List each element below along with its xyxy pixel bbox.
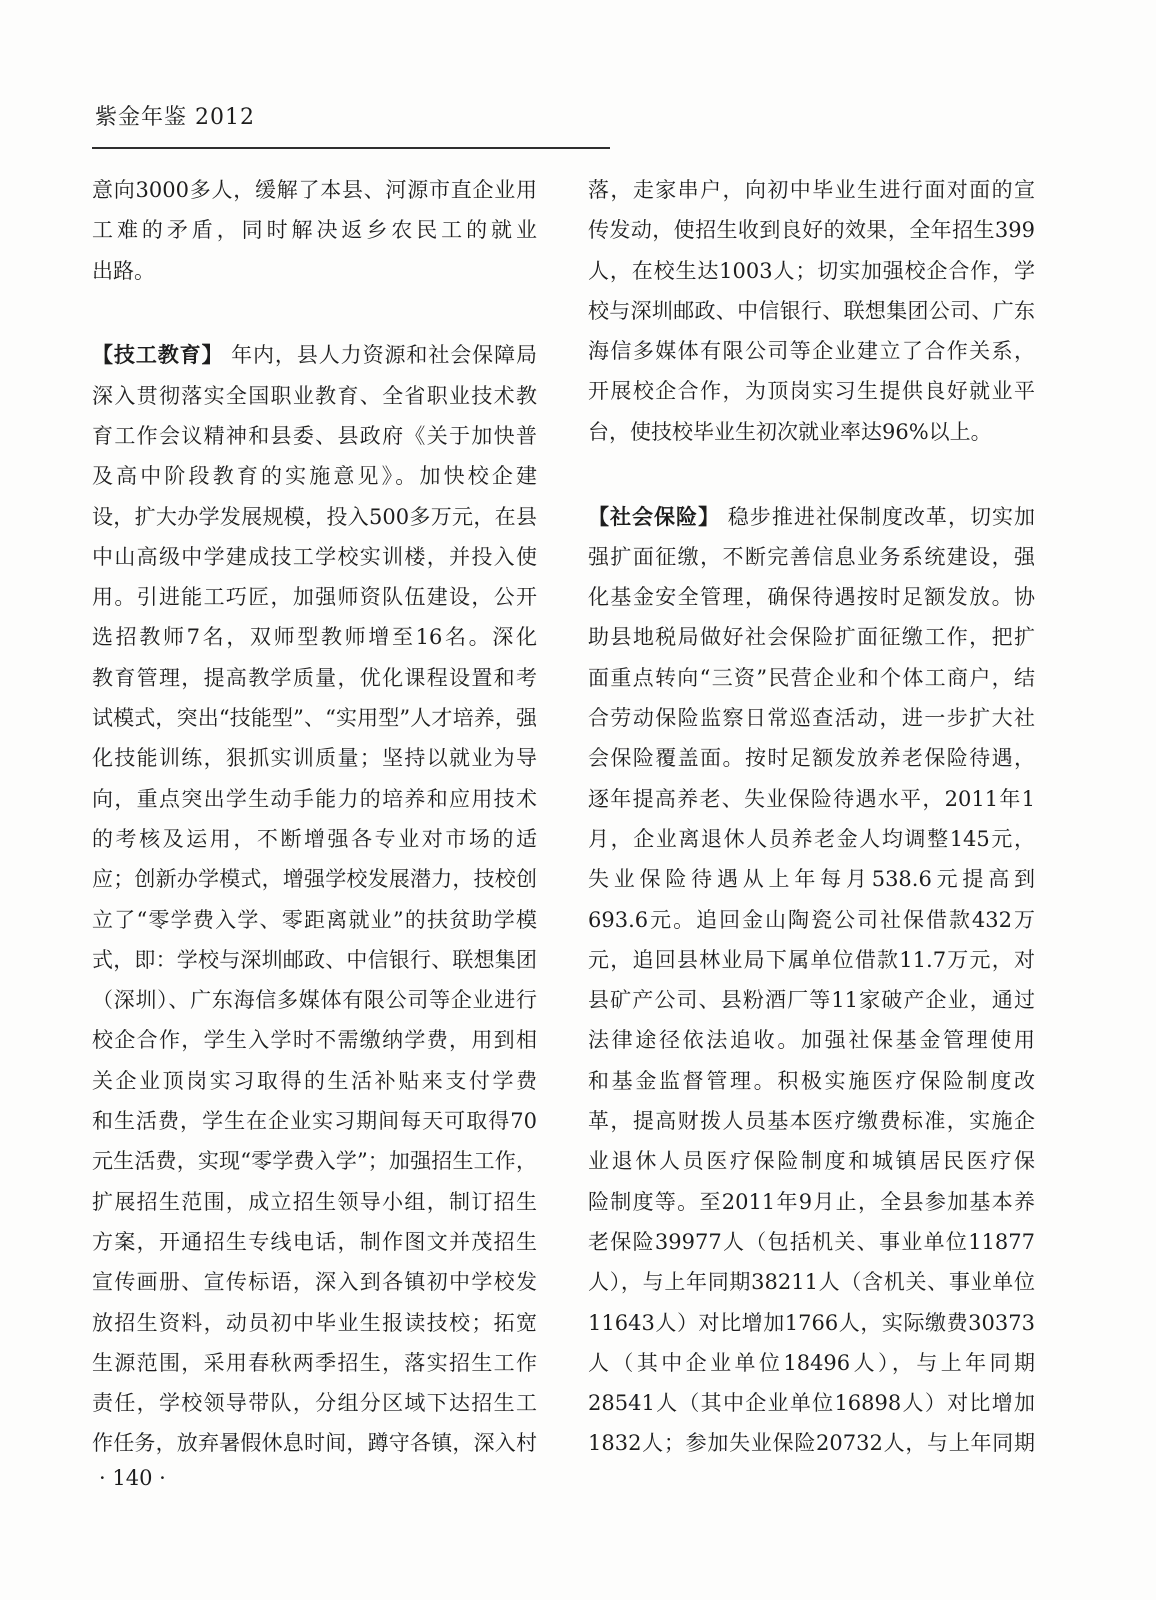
text-line: 人），与上年同期38211人（含机关、事业单位 — [588, 1270, 1035, 1295]
text-line: 校企合作，学生入学时不需缴纳学费，用到相 — [92, 1028, 537, 1053]
text-line: 的考核及运用，不断增强各专业对市场的适 — [92, 826, 537, 851]
text-line: 深入贯彻落实全国职业教育、全省职业技术教 — [92, 383, 537, 408]
header-divider — [92, 147, 610, 149]
text-line: 面重点转向“三资”民营企业和个体工商户，结 — [588, 665, 1035, 690]
text-line-rest: 稳步推进社保制度改革，切实加 — [727, 504, 1035, 529]
text-line: 关企业顶岗实习取得的生活补贴来支付学费 — [92, 1068, 537, 1093]
text-line: 试模式，突出“技能型”、“实用型”人才培养，强 — [92, 706, 537, 731]
text-line: 革，提高财拨人员基本医疗缴费标准，实施企 — [588, 1109, 1035, 1134]
text-line: 693.6元。追回金山陶瓷公司社保借款432万 — [588, 907, 1035, 932]
right-column — [588, 170, 1035, 1464]
text-line: 选招教师7名，双师型教师增至16名。深化 — [92, 625, 537, 650]
text-line: 失业保险待遇从上年每月538.6元提高到 — [588, 867, 1035, 892]
text-line: 工难的矛盾，同时解决返乡农民工的就业 — [92, 218, 537, 243]
text-line: （深圳）、广东海信多媒体有限公司等企业进行 — [92, 988, 537, 1013]
text-line: 教育管理，提高教学质量，优化课程设置和考 — [92, 665, 537, 690]
page-number: · 140 · — [99, 1466, 166, 1490]
section-heading: 【技工教育】 — [92, 342, 224, 368]
paragraph — [92, 170, 537, 291]
text-line: 落，走家串户，向初中毕业生进行面对面的宣 — [588, 178, 1035, 202]
text-line: 放招生资料，动员初中毕业生报读技校；拓宽 — [92, 1310, 537, 1335]
text-line: 设，扩大办学发展规模，投入500多万元，在县 — [92, 504, 537, 529]
text-line: 作任务，放弃暑假休息时间，蹲守各镇，深入村 — [92, 1431, 537, 1456]
text-line: 险制度等。至2011年9月止，全县参加基本养 — [588, 1189, 1035, 1214]
text-line: 立了“零学费入学、零距离就业”的扶贫助学模 — [92, 907, 537, 932]
text-line: 助县地税局做好社会保险扩面征缴工作，把扩 — [588, 625, 1035, 650]
text-line: 化基金安全管理，确保待遇按时足额发放。协 — [588, 585, 1035, 610]
text-line: 宣传画册、宣传标语，深入到各镇初中学校发 — [92, 1270, 537, 1295]
text-line: 化技能训练，狠抓实训质量；坚持以就业为导 — [92, 746, 537, 771]
text-line: 向，重点突出学生动手能力的培养和应用技术 — [92, 786, 537, 811]
running-header-title: 紫金年鉴 2012 — [95, 105, 255, 130]
text-line: 传发动，使招生收到良好的效果，全年招生399 — [588, 218, 1035, 243]
text-line: 生源范围，采用春秋两季招生，落实招生工作 — [92, 1350, 537, 1375]
text-line: 逐年提高养老、失业保险待遇水平，2011年1 — [588, 786, 1035, 811]
text-line: 意向3000多人，缓解了本县、河源市直企业用 — [92, 178, 537, 202]
text-line: 方案，开通招生专线电话，制作图文并茂招生 — [92, 1229, 537, 1254]
text-line: 业退休人员医疗保险制度和城镇居民医疗保 — [588, 1149, 1035, 1174]
text-line: 和基金监督管理。积极实施医疗保险制度改 — [588, 1068, 1035, 1093]
text-line: 11643人）对比增加1766人，实际缴费30373 — [588, 1310, 1035, 1335]
text-line: 法律途径依法追收。加强社保基金管理使用 — [588, 1028, 1035, 1053]
text-line: 出路。 — [92, 258, 155, 283]
text-line: 扩展招生范围，成立招生领导小组，制订招生 — [92, 1189, 537, 1214]
text-line: 责任，学校领导带队，分组分区域下达招生工 — [92, 1391, 537, 1416]
text-line: 应；创新办学模式，增强学校发展潜力，技校创 — [92, 867, 537, 892]
text-line — [92, 335, 537, 375]
text-line — [588, 497, 1035, 537]
text-line: 元，追回县林业局下属单位借款11.7万元，对 — [588, 947, 1035, 972]
left-column — [92, 170, 537, 1464]
paragraph — [92, 335, 537, 1463]
text-line: 1832人；参加失业保险20732人，与上年同期 — [588, 1431, 1035, 1456]
text-line: 人，在校生达1003人；切实加强校企合作，学 — [588, 258, 1035, 283]
text-line: 强扩面征缴，不断完善信息业务系统建设，强 — [588, 544, 1035, 569]
text-line: 县矿产公司、县粉酒厂等11家破产企业，通过 — [588, 988, 1035, 1013]
text-line: 校与深圳邮政、中信银行、联想集团公司、广东 — [588, 298, 1035, 323]
text-line: 28541人（其中企业单位16898人）对比增加 — [588, 1391, 1035, 1416]
paragraph — [588, 170, 1035, 452]
text-line: 老保险39977人（包括机关、事业单位11877 — [588, 1229, 1035, 1254]
text-line: 用。引进能工巧匠，加强师资队伍建设，公开 — [92, 585, 537, 610]
text-line: 开展校企合作，为顶岗实习生提供良好就业平 — [588, 379, 1035, 404]
text-line: 及高中阶段教育的实施意见》。加快校企建 — [92, 464, 537, 489]
text-line: 月，企业离退休人员养老金人均调整145元， — [588, 826, 1035, 851]
text-line: 育工作会议精神和县委、县政府《关于加快普 — [92, 423, 537, 448]
section-heading: 【社会保险】 — [588, 503, 721, 529]
text-line: 元生活费，实现“零学费入学”；加强招生工作， — [92, 1149, 537, 1174]
text-line: 台，使技校毕业生初次就业率达96%以上。 — [588, 419, 992, 444]
text-line: 和生活费，学生在企业实习期间每天可取得70 — [92, 1109, 537, 1134]
text-line: 中山高级中学建成技工学校实训楼，并投入使 — [92, 544, 537, 569]
text-line: 会保险覆盖面。按时足额发放养老保险待遇， — [588, 746, 1035, 771]
paragraph — [588, 497, 1035, 1464]
text-line: 海信多媒体有限公司等企业建立了合作关系， — [588, 339, 1035, 364]
text-line: 式，即：学校与深圳邮政、中信银行、联想集团 — [92, 947, 537, 972]
text-line-rest: 年内，县人力资源和社会保障局 — [231, 343, 537, 368]
text-line: 人（其中企业单位18496人），与上年同期 — [588, 1350, 1035, 1375]
text-line: 合劳动保险监察日常巡查活动，进一步扩大社 — [588, 706, 1035, 731]
